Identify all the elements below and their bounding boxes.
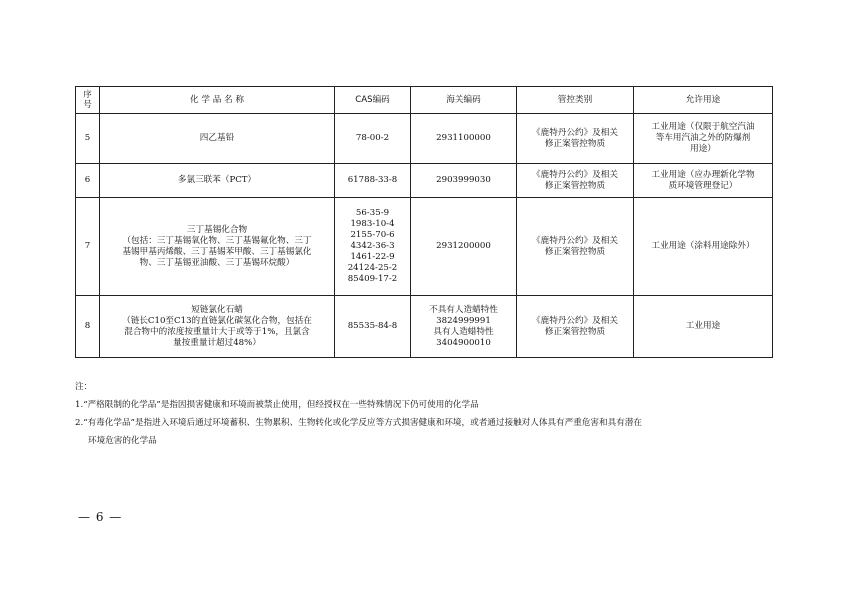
cell-text-line: 3404900010 <box>436 337 491 348</box>
cell-text-line: 2931100000 <box>436 133 491 143</box>
cell-text-line: 工业用途 <box>685 321 721 331</box>
table-row <box>76 164 773 198</box>
cas-code-cell <box>335 198 411 296</box>
cell-text-line: 1983-10-4 <box>350 219 395 229</box>
cell-text-line: 物、三丁基锡亚油酸、三丁基锡环烷酸） <box>139 257 295 268</box>
cell-text-line: 4342-36-3 <box>350 241 395 251</box>
customs-code-cell <box>411 296 517 358</box>
notes-heading: 注： <box>75 382 93 392</box>
chemical-name-cell <box>100 164 335 198</box>
cell-text-line: 61788-33-8 <box>347 175 398 185</box>
control-category-cell <box>517 296 634 358</box>
row-number-cell: 6 <box>76 164 100 198</box>
chemicals-table <box>75 86 773 358</box>
cell-text-line: 具有人造蜡特性 <box>433 326 494 337</box>
cell-text-line: 24124-25-2 <box>347 263 398 273</box>
header-seq <box>76 87 100 114</box>
cell-text-line: 《鹿特丹公约》及相关 <box>532 235 618 246</box>
cell-text-line: 78-00-2 <box>355 133 390 143</box>
cell-text-line: 质环境管理登记） <box>668 180 738 191</box>
cell-text-line: 1461-22-9 <box>350 252 395 262</box>
customs-code-cell <box>411 198 517 296</box>
permitted-use-cell <box>634 164 773 198</box>
header-chemical-name: 化 学 品 名 称 <box>100 87 335 114</box>
cell-text-line: 量按重量计超过48%） <box>173 337 261 348</box>
cell-text-line: 《鹿特丹公约》及相关 <box>532 127 618 138</box>
cell-text-line: 85535-84-8 <box>347 321 398 331</box>
cas-code-cell <box>335 296 411 358</box>
cell-text-line: 短链氯化石蜡 <box>191 304 243 315</box>
cell-text-line: 2931200000 <box>436 241 491 251</box>
cell-text-line: 2155-70-6 <box>350 230 395 240</box>
table-row <box>76 114 773 164</box>
note-item-2: 2.“有毒化学品”是指进入环境后通过环境蓄积、生物累积、生物转化或化学反应等方式损害健康和环境，或者通过接触对人体具有严重危害和具有潜在 <box>75 418 642 428</box>
page-number: — 6 — <box>78 510 123 524</box>
row-number-cell: 5 <box>76 114 100 164</box>
header-permitted-use: 允许用途 <box>634 87 773 114</box>
table-row <box>76 198 773 296</box>
cell-text-line: 四乙基铅 <box>199 133 235 143</box>
note-item-2-continued: 环境危害的化学品 <box>88 436 157 446</box>
control-category-cell <box>517 198 634 296</box>
cas-code-cell <box>335 114 411 164</box>
header-control-category: 管控类别 <box>517 87 634 114</box>
table-body <box>76 114 773 358</box>
notes-section <box>75 378 795 450</box>
customs-code-cell <box>411 114 517 164</box>
cell-text-line: 修正案管控物质 <box>544 180 606 191</box>
chemical-name-cell <box>100 296 335 358</box>
permitted-use-cell <box>634 296 773 358</box>
cell-text-line: 修正案管控物质 <box>544 138 606 149</box>
header-seq-text: 序号 <box>83 90 92 110</box>
cell-text-line: 用途） <box>690 144 716 154</box>
chemical-name-cell <box>100 114 335 164</box>
table-row <box>76 296 773 358</box>
cell-text-line: 3824999991 <box>436 315 491 326</box>
cell-text-line: （链长C10至C13的直链氯化碳氢化合物，包括在 <box>122 315 312 326</box>
cell-text-line: 85409-17-2 <box>347 274 398 284</box>
note-item-1: 1.“严格限制的化学品”是指因损害健康和环境而被禁止使用，但经授权在一些特殊情况下仍可使用的化学品 <box>75 400 479 410</box>
customs-code-cell <box>411 164 517 198</box>
control-category-cell <box>517 164 634 198</box>
cell-text-line: 工业用途（涂料用途除外） <box>651 241 755 251</box>
row-number-cell: 8 <box>76 296 100 358</box>
cell-text-line: 等车用汽油之外的防爆剂 <box>655 133 751 143</box>
cell-text-line: 基锡甲基丙烯酸、三丁基锡苯甲酸、三丁基锡氯化 <box>122 246 312 257</box>
cell-text-line: 修正案管控物质 <box>544 326 606 337</box>
cell-text-line: 混合物中的浓度按重量计大于或等于1%，且氯含 <box>124 326 310 337</box>
header-customs-code: 海关编码 <box>411 87 517 114</box>
cell-text-line: 《鹿特丹公约》及相关 <box>532 169 618 180</box>
cell-text-line: 工业用途（应办理新化学物 <box>651 169 755 180</box>
permitted-use-cell <box>634 114 773 164</box>
control-category-cell <box>517 114 634 164</box>
cell-text-line: 《鹿特丹公约》及相关 <box>532 315 618 326</box>
cell-text-line: 工业用途（仅限于航空汽油 <box>651 122 755 132</box>
cell-text-line: 多氯三联苯（PCT） <box>177 175 257 185</box>
cell-text-line: 三丁基锡化合物 <box>186 224 248 235</box>
chemical-name-cell <box>100 198 335 296</box>
cell-text-line: 修正案管控物质 <box>544 246 606 257</box>
cell-text-line: 不具有人造蜡特性 <box>429 304 498 315</box>
cas-code-cell <box>335 164 411 198</box>
cell-text-line: （包括：三丁基锡氧化物、三丁基锡氟化物、三丁 <box>122 235 312 246</box>
cell-text-line: 2903999030 <box>436 175 491 185</box>
header-cas-code: CAS编码 <box>335 87 411 114</box>
table-header-row <box>76 87 773 114</box>
permitted-use-cell <box>634 198 773 296</box>
cell-text-line: 56-35-9 <box>355 208 390 218</box>
row-number-cell: 7 <box>76 198 100 296</box>
